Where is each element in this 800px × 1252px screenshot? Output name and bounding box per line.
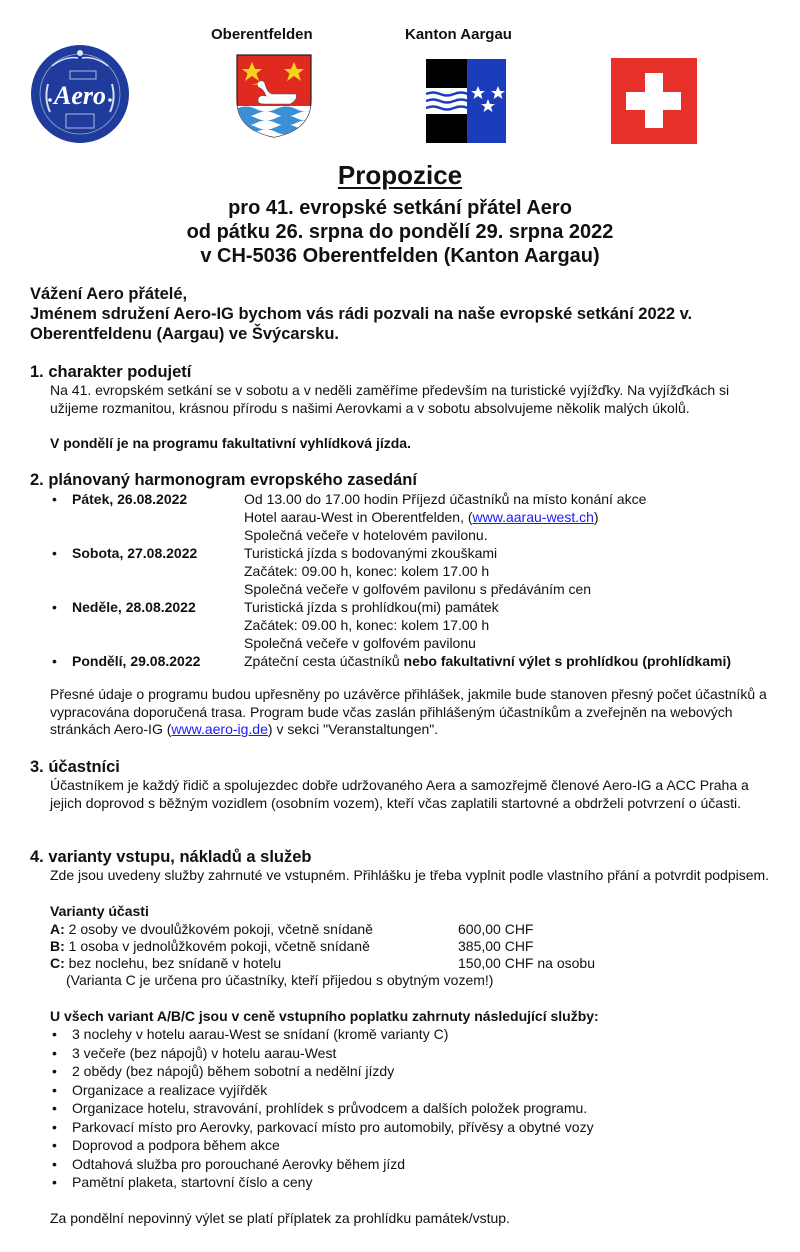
schedule-line: Hotel aarau-West in Oberentfelden, (www.aarau-west.ch) — [244, 509, 599, 525]
section-4-heading: 4. varianty vstupu, nákladů a služeb — [30, 848, 312, 866]
variant-row — [50, 938, 770, 955]
swiss-cross-bar — [626, 92, 681, 110]
schedule-line: Společná večeře v golfovém pavilonu — [244, 635, 476, 651]
bullet-icon: • — [52, 1156, 57, 1172]
schedule-date: Neděle, 28.08.2022 — [72, 599, 196, 615]
service-text: Organizace hotelu, stravování, prohlídek s průvodcem a dalších položek programu. — [72, 1100, 588, 1116]
variant-price: 600,00 CHF — [458, 921, 534, 937]
schedule-row — [50, 652, 790, 672]
variant-desc: bez noclehu, bez snídaně v hotelu — [68, 955, 282, 971]
aero-ig-link[interactable]: www.aero-ig.de — [171, 721, 268, 737]
variant-key: C: — [50, 955, 65, 971]
variant-row — [50, 955, 770, 972]
schedule-line: Začátek: 09.00 h, konec: kolem 17.00 h — [244, 617, 490, 633]
schedule-date: Sobota, 27.08.2022 — [72, 545, 198, 561]
variant-desc: 2 osoby ve dvoulůžkovém pokoji, včetně snídaně — [68, 921, 373, 937]
schedule-line: Zpáteční cesta účastníků — [244, 653, 404, 669]
bullet-icon: • — [52, 1082, 57, 1098]
section-2-note — [50, 686, 770, 739]
aero-seal-icon — [30, 44, 130, 144]
page-title: Propozice — [337, 160, 463, 190]
bullet-icon: • — [52, 1137, 57, 1153]
service-text: Pamětní plaketa, startovní číslo a ceny — [72, 1174, 313, 1190]
oberentfelden-coat-of-arms — [236, 54, 312, 143]
schedule-line-text: Hotel aarau-West in Oberentfelden, ( — [244, 509, 473, 525]
variant-desc: 1 osoba v jednolůžkovém pokoji, včetně snídaně — [68, 938, 370, 954]
aarau-west-link[interactable]: www.aarau-west.ch — [472, 509, 594, 525]
bullet-icon: • — [52, 1119, 57, 1135]
bullet-icon: • — [52, 545, 57, 561]
oberentfelden-label: Oberentfelden — [211, 26, 313, 43]
variant-price: 150,00 CHF na osobu — [458, 955, 595, 971]
title-line-1: pro 41. evropské setkání přátel Aero — [228, 197, 572, 219]
schedule-line-bold: nebo fakultativní výlet s prohlídkou (prohlídkami) — [403, 653, 732, 669]
aero-club-seal — [30, 44, 130, 144]
title-line-2: od pátku 26. srpna do pondělí 29. srpna 2022 — [186, 221, 614, 243]
variants-heading: Varianty účasti — [50, 903, 149, 919]
section-4-intro: Zde jsou uvedeny služby zahrnuté ve vstupném. Přihlášku je třeba vyplnit podle vlastního přání a potvrdit podpisem. — [50, 867, 770, 883]
svg-text:Aero: Aero — [54, 81, 106, 110]
variant-key: A: — [50, 921, 65, 937]
schedule-line: Společná večeře v hotelovém pavilonu. — [244, 527, 488, 543]
variant-note: (Varianta C je určena pro účastníky, kteří přijedou s obytným vozem!) — [66, 972, 494, 988]
kanton-aargau-label: Kanton Aargau — [405, 26, 512, 43]
swiss-flag — [611, 58, 697, 144]
schedule-date: Pátek, 26.08.2022 — [72, 491, 188, 507]
service-text: 3 noclehy v hotelu aarau-West se snídaní (kromě varianty C) — [72, 1026, 449, 1042]
service-text: Parkovací místo pro Aerovky, parkovací místo pro automobily, přívěsy a obytné vozy — [72, 1119, 594, 1135]
section-4-footer: Za pondělní nepovinný výlet se platí příplatek za prohlídku památek/vstup. — [50, 1210, 510, 1226]
service-text: Organizace a realizace vyjířděk — [72, 1082, 268, 1098]
section-1-heading: 1. charakter podujetí — [30, 363, 192, 381]
aargau-flag-icon — [426, 59, 506, 143]
bullet-icon: • — [52, 599, 57, 615]
section-1-text: Na 41. evropském setkání se v sobotu a v neděli zaměříme především na turistické vyjížďky. Na vyjížďkách si užijeme rozmanitou, krásnou přírodu s našimi Aerovkami a v sobotu absolvujeme několik malých úkolů. — [50, 382, 730, 416]
kanton-aargau-coat-of-arms — [426, 59, 506, 148]
service-text: Doprovod a podpora během akce — [72, 1137, 280, 1153]
service-text: 2 obědy (bez nápojů) během sobotní a nedělní jízdy — [72, 1063, 395, 1079]
schedule-row — [50, 490, 790, 546]
service-text: Odtahová služba pro porouchané Aerovky během jízd — [72, 1156, 406, 1172]
variant-row — [50, 921, 770, 938]
schedule-line: Začátek: 09.00 h, konec: kolem 17.00 h — [244, 563, 490, 579]
section-2-heading: 2. plánovaný harmonogram evropského zasedání — [30, 471, 417, 489]
schedule-line: Turistická jízda s prohlídkou(mi) památek — [244, 599, 499, 615]
note-text: Přesné údaje o programu budou upřesněny po uzávěrce přihlášek, jakmile bude stanoven přesný počet účastníků a vypracována doporučená trasa. Program bude včas zaslán přihlášeným účastníkům a zveřejněn na webových stránkách Aero-IG ( — [50, 686, 767, 737]
service-text: 3 večeře (bez nápojů) v hotelu aarau-West — [72, 1045, 337, 1061]
schedule-row — [50, 544, 790, 600]
schedule-line: Společná večeře v golfovém pavilonu s předáváním cen — [244, 581, 592, 597]
bullet-icon: • — [52, 1100, 57, 1116]
variant-price: 385,00 CHF — [458, 938, 534, 954]
bullet-icon: • — [52, 491, 57, 507]
section-3-text: Účastníkem je každý řidič a spolujezdec dobře udržovaného Aera a samozřejmě členové Aero-IG a ACC Praha a jejich doprovod s běžným vozidlem (osobním vozem), kteří včas zaplatili startovné a obdrželi potvrzení o účasti. — [50, 777, 749, 811]
section-3-heading: 3. účastníci — [30, 758, 120, 776]
services-heading: U všech variant A/B/C jsou v ceně vstupního poplatku zahrnuty následující služby: — [50, 1008, 599, 1024]
bullet-icon: • — [52, 1026, 57, 1042]
bullet-icon: • — [52, 1174, 57, 1190]
bullet-icon: • — [52, 1063, 57, 1079]
schedule-line: Od 13.00 do 17.00 hodin Příjezd účastníků na místo konání akce — [244, 491, 647, 507]
bullet-icon: • — [52, 1045, 57, 1061]
greeting-salutation: Vážení Aero přátelé, — [30, 285, 188, 303]
variant-key: B: — [50, 938, 65, 954]
section-1-bold-text: V pondělí je na programu fakultativní vyhlídková jízda. — [50, 435, 411, 451]
title-line-3: v CH-5036 Oberentfelden (Kanton Aargau) — [200, 245, 600, 267]
note-text-end: ) v sekci "Veranstaltungen". — [267, 721, 439, 737]
schedule-line: Turistická jízda s bodovanými zkouškami — [244, 545, 498, 561]
schedule-date: Pondělí, 29.08.2022 — [72, 653, 201, 669]
greeting-text: Jménem sdružení Aero-IG bychom vás rádi pozvali na naše evropské setkání 2022 v. Oberentfelden​u (Aargau) ve Švýcarsku. — [30, 305, 693, 343]
schedule-row — [50, 598, 790, 654]
coat-of-arms-icon — [236, 54, 312, 138]
bullet-icon: • — [52, 653, 57, 669]
